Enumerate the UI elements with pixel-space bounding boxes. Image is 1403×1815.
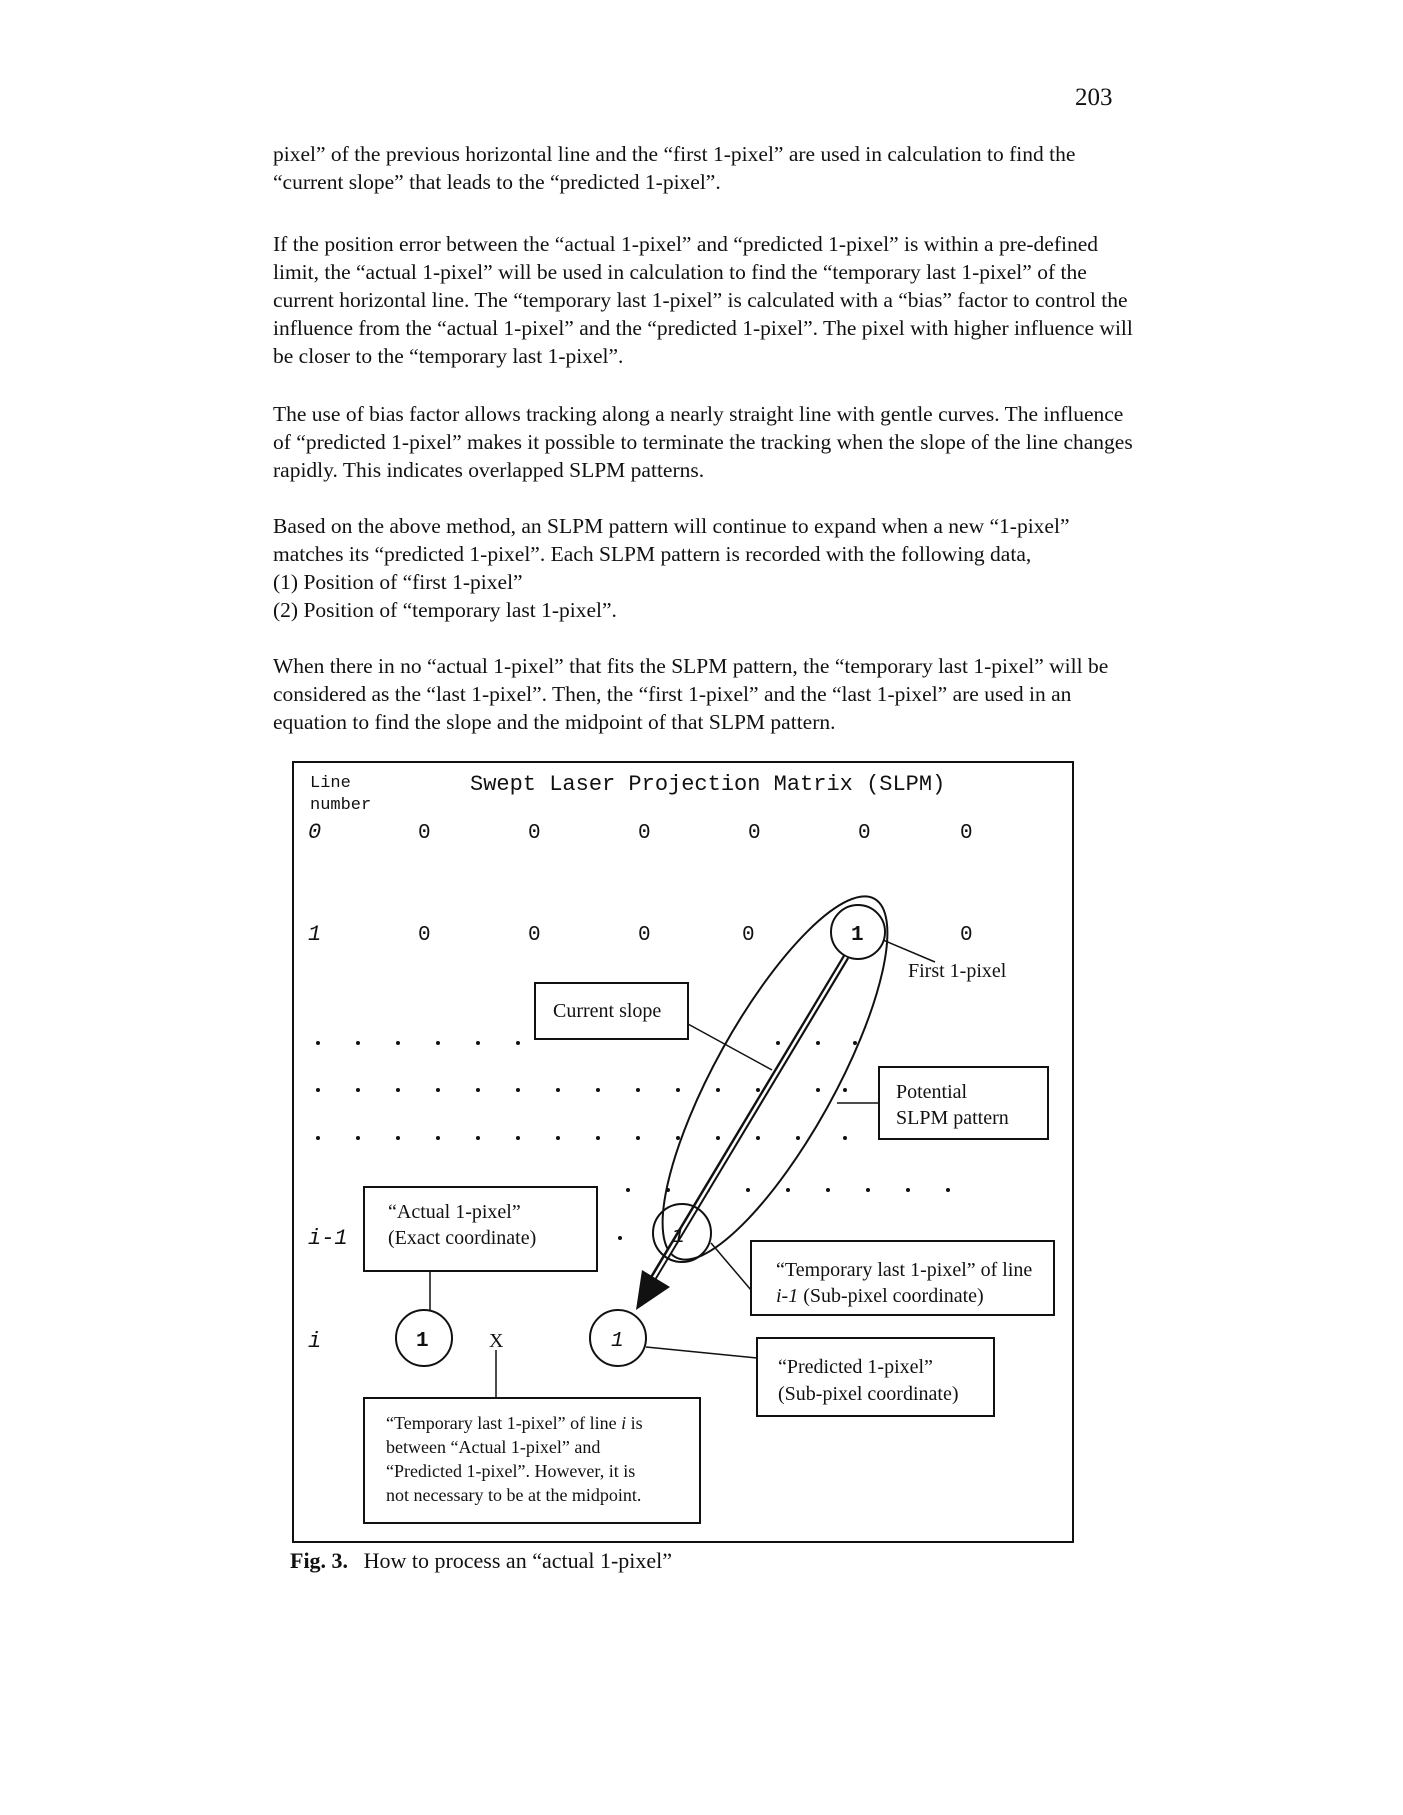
note-line: not necessary to be at the midpoint. [386,1485,642,1505]
matrix-cell: 0 [858,822,871,845]
temp-prev-label-line-i-1: i-1 [776,1285,799,1307]
note-line: between “Actual 1-pixel” and [386,1437,601,1457]
potential-label: Potential [896,1081,968,1103]
paragraph-4-body: Based on the above method, an SLPM pattern will continue to expand when a new “1-pixel” matches its “predicted 1-pixel”. Each SLPM pattern is recorded with the following data, [273,514,1070,566]
matrix-cell: 0 [742,924,755,947]
row-label: 0 [308,820,322,845]
figure-caption [290,1548,672,1574]
leader-line [646,1347,757,1358]
actual-pixel-value: 1 [416,1330,429,1353]
temp-prev-label [776,1285,984,1307]
paragraph-2: If the position error between the “actual 1-pixel” and “predicted 1-pixel” is within a pre-defined limit, the “actual 1-pixel” will be used in calculation to find the “temporary last 1-pixel” of the current horizontal line. The “temporary last 1-pixel” is calculated with a “bias” factor to control the influence from the “actual 1-pixel” and the “predicted 1-pixel”. The pixel with higher influence will be closer to the “temporary last 1-pixel”. [273,232,1133,368]
first-pixel-label: First 1-pixel [908,960,1007,982]
matrix-cell: 0 [748,822,761,845]
note-line-1c: is [626,1413,643,1433]
predicted-label: “Predicted 1-pixel” [778,1356,933,1378]
actual-label: (Exact coordinate) [388,1227,537,1249]
dot-row [618,1236,622,1240]
paragraph-1: pixel” of the previous horizontal line and the “first 1-pixel” are used in calculation to find the “current slope” that leads to the “predicted 1-pixel”. [273,142,1076,194]
line-number-label: Line [310,774,351,793]
note-line [386,1413,643,1433]
note-line: “Predicted 1-pixel”. However, it is [386,1461,636,1481]
predicted-label: (Sub-pixel coordinate) [778,1383,959,1405]
list-item: (2) Position of “temporary last 1-pixel”. [273,598,617,622]
first-1-pixel-value: 1 [851,924,864,947]
paragraph-5: When there in no “actual 1-pixel” that fits the SLPM pattern, the “temporary last 1-pixel” will be considered as the “last 1-pixel”. Then, the “first 1-pixel” and the “last 1-pixel” are used in an equation to find the slope and the midpoint of that SLPM pattern. [273,654,1109,734]
leader-line [711,1243,751,1290]
line-number-label: number [310,796,372,815]
figure-title: Swept Laser Projection Matrix (SLPM) [470,772,946,797]
matrix-cell: 0 [960,822,973,845]
current-slope-label: Current slope [553,1000,662,1022]
row-label: 1 [308,922,322,947]
figure-caption-text: How to process an “actual 1-pixel” [363,1548,673,1573]
matrix-cell: 0 [638,924,651,947]
paragraph-3: The use of bias factor allows tracking along a nearly straight line with gentle curves. The influence of “predicted 1-pixel” makes it possible to terminate the tracking when the slope of the line changes rapidly. This indicates overlapped SLPM patterns. [273,402,1133,482]
matrix-cell: 0 [528,924,541,947]
matrix-cell: 0 [528,822,541,845]
row-label: i [308,1329,322,1354]
potential-label: SLPM pattern [896,1107,1009,1129]
page-number: 203 [1075,84,1113,111]
actual-label: “Actual 1-pixel” [388,1201,521,1223]
note-line-1a: “Temporary last 1-pixel” of line [386,1413,622,1433]
temp-prev-label: “Temporary last 1-pixel” of line [776,1259,1033,1281]
predicted-pixel-value: 1 [611,1330,624,1353]
dot-row [316,1136,847,1140]
matrix-cell: 0 [418,822,431,845]
matrix-cell: 0 [960,924,973,947]
dot-row [316,1041,857,1045]
note-line-1b: i [621,1413,627,1433]
dot-row [626,1188,950,1192]
leader-line [883,940,935,962]
temp-last-pixel-value: 1 [672,1226,685,1249]
row-label: i-1 [308,1226,348,1251]
matrix-cell: 0 [418,924,431,947]
matrix-cell: 0 [638,822,651,845]
leader-line [688,1024,772,1070]
x-marker: X [489,1330,504,1352]
list-item: (1) Position of “first 1-pixel” [273,570,523,594]
temp-prev-label-subpixel: (Sub-pixel coordinate) [798,1285,984,1307]
figure-label: Fig. 3. [290,1548,349,1573]
